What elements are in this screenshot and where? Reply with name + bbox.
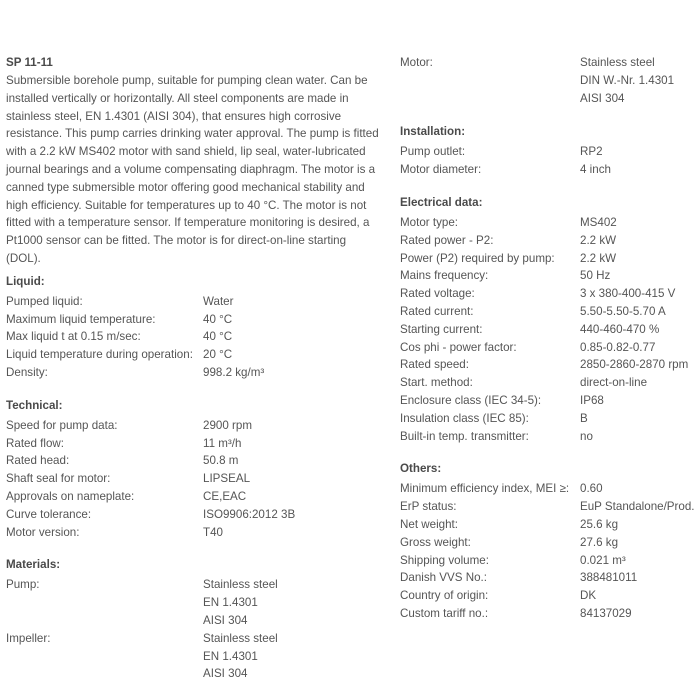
spec-label: Shipping volume: bbox=[400, 553, 489, 567]
spec-value-line: 50 Hz bbox=[580, 269, 611, 283]
spec-value-line: Stainless steel bbox=[580, 56, 655, 69]
spec-label: Custom tariff no.: bbox=[400, 606, 489, 620]
spec-value bbox=[203, 435, 382, 453]
spec-row bbox=[400, 587, 698, 605]
electrical-rows bbox=[400, 214, 698, 445]
spec-value bbox=[580, 392, 698, 410]
spec-row bbox=[6, 506, 382, 524]
spec-label: Rated speed: bbox=[400, 358, 469, 372]
spec-value bbox=[203, 346, 382, 364]
spec-value bbox=[580, 143, 698, 161]
spec-label: Density: bbox=[6, 365, 48, 379]
spec-value-line: 998.2 kg/m³ bbox=[203, 365, 265, 379]
spec-value bbox=[203, 630, 382, 683]
spec-value-line: direct-on-line bbox=[580, 376, 648, 390]
spec-label: Motor version: bbox=[6, 525, 80, 539]
spec-label: Rated voltage: bbox=[400, 287, 475, 301]
spec-value-line: AISI 304 bbox=[203, 613, 248, 627]
spec-value bbox=[580, 587, 698, 605]
spec-value bbox=[580, 267, 698, 285]
spec-label: Rated current: bbox=[400, 304, 474, 318]
spec-label: ErP status: bbox=[400, 500, 457, 514]
spec-value bbox=[203, 488, 382, 506]
installation-section bbox=[400, 121, 698, 179]
spec-label: Shaft seal for motor: bbox=[6, 472, 111, 486]
spec-label: Maximum liquid temperature: bbox=[6, 312, 156, 326]
spec-label: Rated head: bbox=[6, 454, 70, 468]
spec-value-line: IP68 bbox=[580, 393, 604, 407]
spec-row bbox=[6, 435, 382, 453]
spec-label: Power (P2) required by pump: bbox=[400, 251, 555, 265]
product-description: Submersible borehole pump, suitable for pumping clean water. Can be installed vertically or horizontally. All steel components are made in stainless steel, EN 1.4301 (AISI 304), that ensures high corrosive resistance. This pump carries drinking water approval. The pump is fitted with a 2.2 kW MS402 motor with sand shield, lip seal, water-lubricated journal bearings and a volume compensating diaphragm. The motor is a canned type submersible motor offering good mechanical stability and high efficiency. Suitable for temperatures up to 40 °C. The motor is not fitted with a temperature sensor. If temperature monitoring is desired, a Pt1000 sensor can be fitted. The motor is for direct-on-line starting (DOL). bbox=[6, 74, 379, 265]
spec-label: Start. method: bbox=[400, 376, 473, 390]
spec-row bbox=[6, 364, 382, 382]
spec-label: Approvals on nameplate: bbox=[6, 489, 135, 503]
spec-value-line: 0.60 bbox=[580, 482, 603, 496]
spec-value bbox=[580, 339, 698, 357]
product-title: SP 11-11 bbox=[6, 56, 53, 69]
materials-section bbox=[6, 554, 382, 683]
others-section bbox=[400, 458, 698, 622]
spec-value bbox=[580, 480, 698, 498]
spec-row bbox=[400, 498, 698, 516]
spec-row bbox=[6, 630, 382, 683]
spec-row bbox=[400, 143, 698, 161]
spec-value bbox=[580, 534, 698, 552]
spec-value bbox=[580, 161, 698, 179]
spec-label: Minimum efficiency index, MEI ≥: bbox=[400, 482, 570, 496]
spec-value bbox=[580, 569, 698, 587]
spec-row bbox=[400, 392, 698, 410]
spec-value-line: 84137029 bbox=[580, 606, 632, 620]
spec-value bbox=[203, 470, 382, 488]
spec-row bbox=[400, 339, 698, 357]
spec-value bbox=[203, 452, 382, 470]
spec-row bbox=[400, 428, 698, 446]
spec-value-line: CE,EAC bbox=[203, 489, 247, 503]
others-heading: Others: bbox=[400, 462, 442, 476]
spec-value bbox=[580, 605, 698, 623]
spec-row bbox=[6, 576, 382, 629]
spec-value-line: 4 inch bbox=[580, 163, 611, 177]
spec-row bbox=[400, 356, 698, 374]
spec-row bbox=[6, 417, 382, 435]
spec-label: Pumped liquid: bbox=[6, 294, 83, 308]
spec-value-line: Stainless steel bbox=[203, 631, 278, 645]
spec-value-line: DK bbox=[580, 589, 597, 603]
spec-value-line: EN 1.4301 bbox=[203, 649, 258, 663]
spec-value bbox=[580, 54, 698, 107]
spec-value-line: no bbox=[580, 429, 593, 443]
spec-value-line: B bbox=[580, 411, 588, 425]
spec-row bbox=[400, 480, 698, 498]
spec-value-line: 440-460-470 % bbox=[580, 322, 660, 336]
spec-value-line: DIN W.-Nr. 1.4301 bbox=[580, 73, 675, 87]
spec-label: Liquid temperature during operation: bbox=[6, 348, 193, 362]
others-rows bbox=[400, 480, 698, 622]
spec-row bbox=[6, 311, 382, 329]
spec-value bbox=[580, 356, 698, 374]
liquid-heading: Liquid: bbox=[6, 274, 45, 288]
spec-value-line: 11 m³/h bbox=[203, 436, 242, 450]
spec-row bbox=[6, 293, 382, 311]
spec-label: Cos phi - power factor: bbox=[400, 340, 517, 354]
spec-value-line: 25.6 kg bbox=[580, 517, 619, 531]
spec-label: Mains frequency: bbox=[400, 269, 489, 283]
liquid-rows bbox=[6, 293, 382, 382]
liquid-section bbox=[6, 271, 382, 382]
spec-value-line: 388481011 bbox=[580, 571, 638, 585]
spec-row bbox=[6, 488, 382, 506]
spec-value-line: 50.8 m bbox=[203, 454, 239, 468]
spec-row bbox=[400, 410, 698, 428]
spec-label: Insulation class (IEC 85): bbox=[400, 411, 529, 425]
installation-rows bbox=[400, 143, 698, 179]
spec-value-line: EN 1.4301 bbox=[203, 596, 258, 610]
spec-value bbox=[203, 576, 382, 629]
spec-value bbox=[580, 516, 698, 534]
spec-row bbox=[6, 524, 382, 542]
spec-row bbox=[400, 605, 698, 623]
spec-row bbox=[400, 321, 698, 339]
spec-row bbox=[400, 374, 698, 392]
spec-label: Motor: bbox=[400, 56, 433, 69]
installation-heading: Installation: bbox=[400, 125, 466, 139]
spec-label: Curve tolerance: bbox=[6, 507, 92, 521]
spec-value bbox=[203, 311, 382, 329]
spec-value-line: 5.50-5.50-5.70 A bbox=[580, 304, 666, 318]
spec-row bbox=[400, 516, 698, 534]
materials-rows bbox=[6, 576, 382, 683]
spec-value bbox=[203, 293, 382, 311]
spec-value-line: MS402 bbox=[580, 215, 617, 229]
spec-row bbox=[400, 250, 698, 268]
electrical-section bbox=[400, 192, 698, 445]
technical-heading: Technical: bbox=[6, 398, 63, 412]
spec-row bbox=[400, 214, 698, 232]
spec-row bbox=[6, 346, 382, 364]
spec-label: Country of origin: bbox=[400, 589, 489, 603]
spec-value-line: 20 °C bbox=[203, 348, 233, 362]
spec-label: Pump: bbox=[6, 578, 40, 592]
technical-section bbox=[6, 395, 382, 542]
spec-value bbox=[203, 328, 382, 346]
spec-label: Motor type: bbox=[400, 215, 458, 229]
spec-label: Danish VVS No.: bbox=[400, 571, 487, 585]
spec-label: Starting current: bbox=[400, 322, 483, 336]
spec-value bbox=[580, 428, 698, 446]
spec-value-line: 2.2 kW bbox=[580, 251, 617, 265]
electrical-heading: Electrical data: bbox=[400, 195, 483, 209]
spec-label: Pump outlet: bbox=[400, 145, 466, 159]
spec-value bbox=[203, 364, 382, 382]
spec-value-line: RP2 bbox=[580, 145, 603, 159]
spec-label: Impeller: bbox=[6, 631, 51, 645]
spec-value-line: T40 bbox=[203, 525, 223, 539]
spec-value-line: ISO9906:2012 3B bbox=[203, 507, 296, 521]
technical-rows bbox=[6, 417, 382, 542]
spec-row bbox=[400, 232, 698, 250]
spec-row bbox=[400, 569, 698, 587]
spec-row bbox=[400, 285, 698, 303]
spec-value bbox=[580, 232, 698, 250]
spec-value-line: 2850-2860-2870 rpm bbox=[580, 358, 689, 372]
spec-value bbox=[203, 524, 382, 542]
spec-value bbox=[580, 303, 698, 321]
spec-row bbox=[6, 452, 382, 470]
spec-row bbox=[400, 161, 698, 179]
spec-value bbox=[580, 285, 698, 303]
spec-label: Rated power - P2: bbox=[400, 233, 494, 247]
spec-value-line: 2.2 kW bbox=[580, 233, 617, 247]
motor-material-rows bbox=[400, 54, 698, 107]
spec-value-line: AISI 304 bbox=[203, 667, 248, 681]
spec-label: Enclosure class (IEC 34-5): bbox=[400, 393, 542, 407]
spec-value-line: 2900 rpm bbox=[203, 418, 252, 432]
spec-label: Net weight: bbox=[400, 517, 458, 531]
spec-row bbox=[400, 267, 698, 285]
materials-heading: Materials: bbox=[6, 558, 61, 572]
spec-value bbox=[580, 250, 698, 268]
spec-label: Motor diameter: bbox=[400, 163, 482, 177]
spec-label: Speed for pump data: bbox=[6, 418, 118, 432]
spec-value-line: Water bbox=[203, 294, 234, 308]
spec-value-line: 27.6 kg bbox=[580, 535, 619, 549]
spec-value-line: 3 x 380-400-415 V bbox=[580, 287, 676, 301]
motor-material-section bbox=[400, 54, 698, 107]
spec-value bbox=[203, 417, 382, 435]
spec-row bbox=[400, 534, 698, 552]
spec-value-line: 0.85-0.82-0.77 bbox=[580, 340, 656, 354]
spec-row bbox=[400, 552, 698, 570]
spec-row bbox=[400, 303, 698, 321]
spec-value-line: 0.021 m³ bbox=[580, 553, 626, 567]
spec-value bbox=[580, 410, 698, 428]
spec-value bbox=[580, 214, 698, 232]
spec-value bbox=[580, 498, 698, 516]
spec-row bbox=[6, 328, 382, 346]
left-column bbox=[6, 54, 382, 683]
right-column bbox=[400, 54, 698, 623]
spec-label: Built-in temp. transmitter: bbox=[400, 429, 529, 443]
spec-value-line: EuP Standalone/Prod. bbox=[580, 500, 695, 514]
spec-value-line: AISI 304 bbox=[580, 91, 625, 105]
spec-label: Gross weight: bbox=[400, 535, 471, 549]
spec-value-line: Stainless steel bbox=[203, 578, 278, 592]
spec-value-line: 40 °C bbox=[203, 312, 233, 326]
spec-value-line: LIPSEAL bbox=[203, 472, 251, 486]
spec-label: Rated flow: bbox=[6, 436, 64, 450]
spec-value bbox=[580, 374, 698, 392]
spec-row bbox=[400, 54, 698, 107]
spec-row bbox=[6, 470, 382, 488]
spec-value bbox=[580, 552, 698, 570]
spec-value bbox=[580, 321, 698, 339]
spec-value-line: 40 °C bbox=[203, 330, 233, 344]
spec-label: Max liquid t at 0.15 m/sec: bbox=[6, 330, 141, 344]
spec-value bbox=[203, 506, 382, 524]
